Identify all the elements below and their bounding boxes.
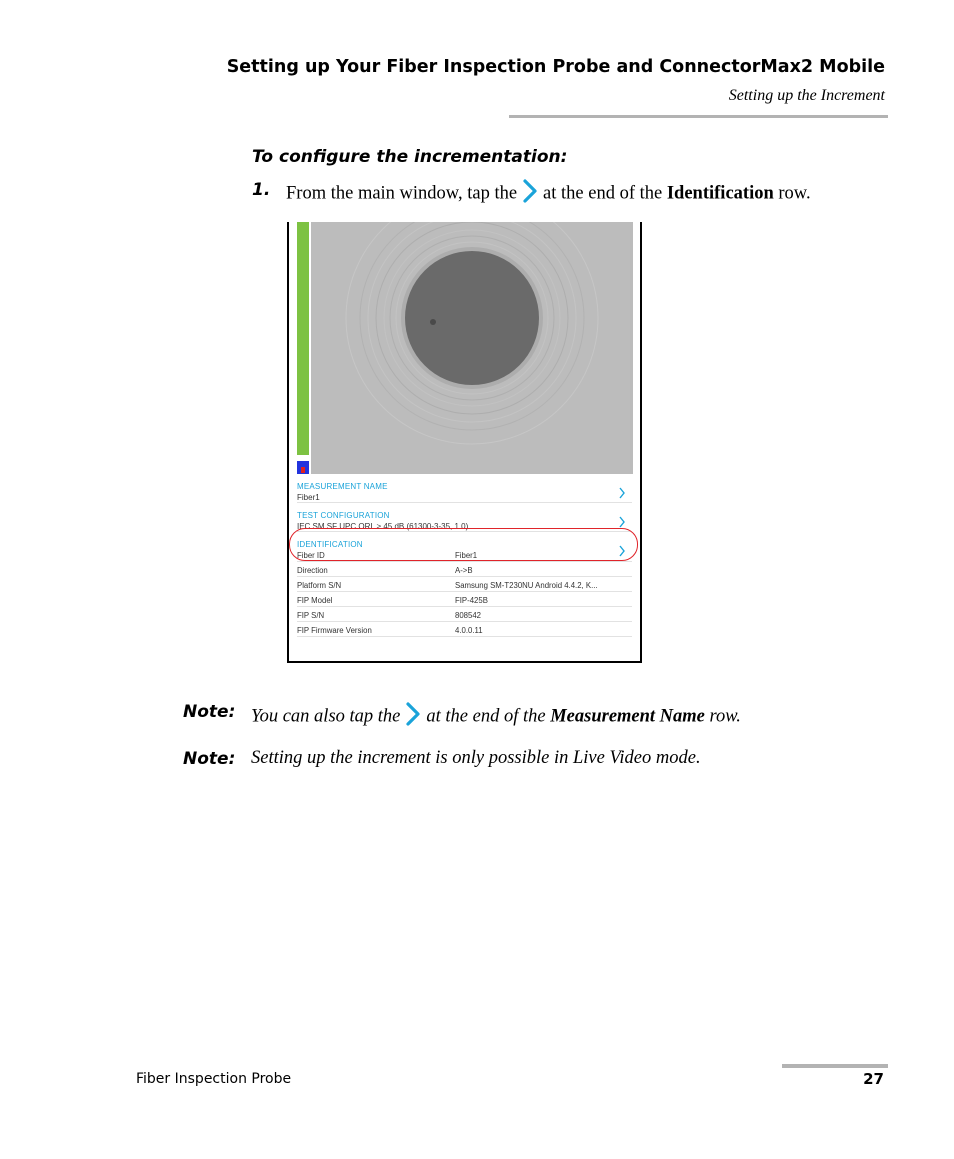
footer-title: Fiber Inspection Probe (136, 1071, 292, 1087)
row-label: TEST CONFIGURATION (297, 511, 390, 520)
row-value: Fiber1 (297, 493, 320, 502)
kv-value: FIP-425B (455, 596, 488, 605)
info-panel (289, 474, 640, 661)
note-text-after: row. (709, 706, 741, 727)
kv-key: FIP Model (297, 596, 333, 605)
kv-value: 4.0.0.11 (455, 626, 483, 635)
note-label: Note: (183, 749, 236, 769)
divider (297, 591, 632, 592)
step-text (286, 178, 811, 210)
footer-rule (782, 1064, 888, 1068)
kv-value: A->B (455, 566, 473, 575)
divider (297, 561, 632, 562)
kv-key: FIP S/N (297, 611, 325, 620)
running-header-subtitle: Setting up the Increment (728, 87, 885, 104)
running-header-title: Setting up Your Fiber Inspection Probe and ConnectorMax2 Mobile (226, 57, 885, 77)
divider (297, 621, 632, 622)
kv-value: 808542 (455, 611, 482, 620)
note-text-middle: at the end of the (426, 706, 546, 727)
chevron-right-icon (404, 701, 422, 733)
kv-key: Fiber ID (297, 551, 325, 560)
row-value: IEC SM SF UPC ORL ≥ 45 dB (61300-3-35, 1.0) (297, 522, 469, 531)
kv-key: Platform S/N (297, 581, 342, 590)
delete-icon (297, 461, 309, 474)
step-text-after: row. (778, 183, 811, 204)
app-screenshot (287, 222, 642, 663)
step-number: 1. (252, 180, 271, 200)
note-text: Setting up the increment is only possible in Live Video mode. (251, 748, 701, 768)
row-label: IDENTIFICATION (297, 540, 363, 549)
step-text-middle: at the end of the (543, 183, 663, 204)
note-label: Note: (183, 702, 236, 722)
status-bar (297, 222, 309, 455)
procedure-title: To configure the incrementation: (252, 147, 568, 167)
row-measurement-name[interactable] (289, 474, 638, 503)
kv-value: Fiber1 (455, 551, 478, 560)
identification-highlight (289, 528, 638, 561)
kv-key: FIP Firmware Version (297, 626, 372, 635)
divider (297, 576, 632, 577)
kv-value: Samsung SM-T230NU Android 4.4.2, K... (455, 581, 598, 590)
note-text-before: You can also tap the (251, 706, 401, 727)
header-rule (509, 115, 888, 118)
page-number: 27 (863, 1070, 884, 1088)
chevron-right-icon (521, 178, 539, 210)
step-bold-term: Identification (666, 183, 774, 204)
note-bold-term: Measurement Name (550, 706, 705, 727)
fiber-image (311, 222, 633, 474)
step-text-before: From the main window, tap the (286, 183, 518, 204)
divider (297, 606, 632, 607)
note-text (251, 701, 741, 733)
divider (297, 636, 632, 637)
row-label: MEASUREMENT NAME (297, 482, 388, 491)
chevron-right-icon[interactable] (618, 484, 626, 503)
kv-key: Direction (297, 566, 328, 575)
